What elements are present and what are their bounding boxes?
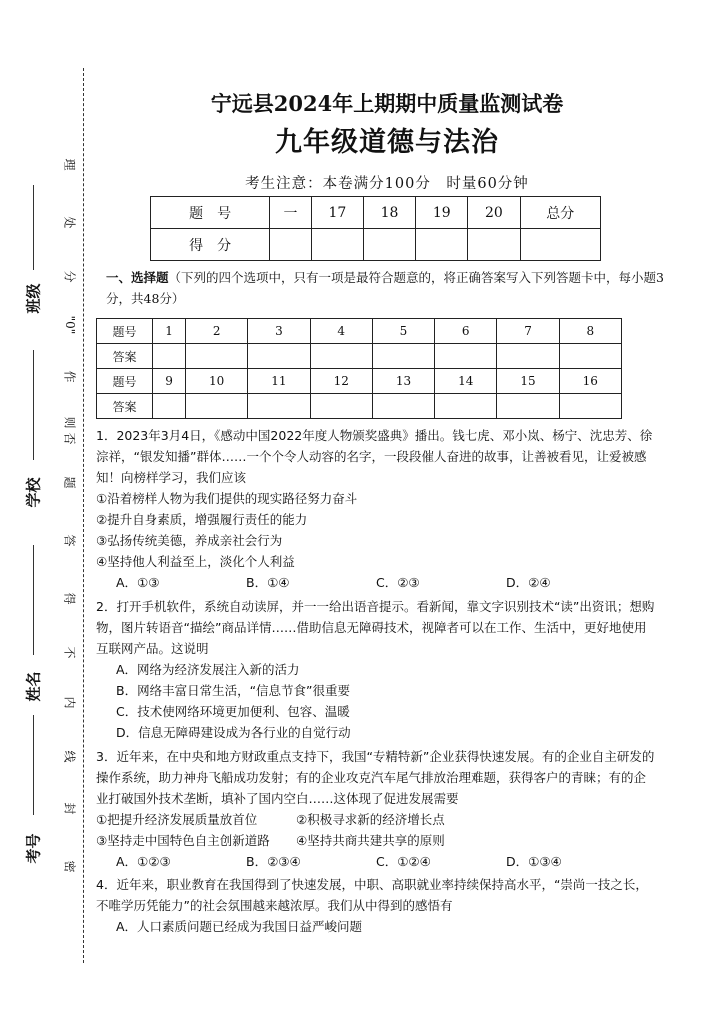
question-1 [96, 425, 656, 593]
question-number: 8 [559, 319, 621, 344]
answer-cell[interactable] [310, 394, 372, 419]
question-number: 7 [497, 319, 559, 344]
answer-table-row [97, 394, 622, 419]
seal-char: 分 [62, 270, 77, 283]
answer-head: 答案 [97, 344, 153, 369]
answer-cell[interactable] [186, 344, 248, 369]
answer-cell[interactable] [153, 394, 186, 419]
seal-char: 线 [62, 750, 77, 763]
answer-cell[interactable] [153, 344, 186, 369]
question-4 [96, 874, 656, 937]
score-input-cell[interactable] [311, 229, 363, 261]
seal-char: 不 [62, 646, 77, 659]
score-cell: 17 [311, 197, 363, 229]
score-input-cell[interactable] [270, 229, 312, 261]
school-field-line[interactable] [33, 350, 34, 460]
answer-options [96, 572, 656, 593]
option-b[interactable]: B．①④ [246, 575, 290, 590]
option-a[interactable]: A．①②③ [116, 854, 171, 869]
question-stem: 1．2023年3月4日，《感动中国2022年度人物颁奖盛典》播出。钱七虎、邓小岚、杨宁、沈忠芳、徐淙祥，“银发知播”群体……一个个令人动容的名字，一段段催人奋进的故事，让善被看见，让爱被感知！向榜样学习，我们应该 [96, 428, 653, 485]
answer-cell[interactable] [559, 394, 621, 419]
question-number: 3 [248, 319, 310, 344]
exam-number-field-line[interactable] [33, 715, 34, 815]
exam-notice: 考生注意：本卷满分100分 时量60分钟 [245, 176, 529, 192]
question-number: 13 [372, 369, 434, 394]
option-b[interactable]: B．②③④ [246, 854, 301, 869]
question-number: 9 [153, 369, 186, 394]
statement-items [96, 830, 656, 851]
option-d[interactable]: D．②④ [506, 575, 551, 590]
section-title: 一、选择题 [106, 270, 169, 285]
seal-char: 否 [62, 432, 77, 445]
option-b[interactable]: B．网络丰富日常生活，“信息节食”很重要 [116, 683, 351, 698]
seal-char: 理 [62, 158, 77, 171]
score-cell: 18 [363, 197, 415, 229]
score-table-row [151, 197, 601, 229]
section-1-header [106, 267, 671, 309]
school-label: 学校 [24, 477, 43, 508]
seal-char: 作 [62, 370, 77, 383]
option-d[interactable]: D．①③④ [506, 854, 562, 869]
question-2 [96, 596, 656, 743]
score-input-cell[interactable] [363, 229, 415, 261]
seal-char: 封 [62, 802, 77, 815]
seal-char: 则 [62, 416, 77, 429]
option-a[interactable]: A．人口素质问题已经成为我国日益严峻问题 [116, 919, 363, 934]
seal-char: 答 [62, 534, 77, 547]
answer-cell[interactable] [497, 344, 559, 369]
exam-subject: 九年级道德与法治 [275, 127, 499, 158]
score-cell: 一 [270, 197, 312, 229]
answer-cell[interactable] [248, 394, 310, 419]
statement-item: ③弘扬传统美德，养成亲社会行为 [96, 533, 283, 548]
question-number: 5 [372, 319, 434, 344]
question-number: 1 [153, 319, 186, 344]
score-cell: 得 分 [151, 229, 270, 261]
question-number: 12 [310, 369, 372, 394]
seal-char: 得 [62, 592, 77, 605]
score-cell: 总分 [520, 197, 600, 229]
question-number: 14 [435, 369, 497, 394]
exam-title: 宁远县2024年上期期中质量监测试卷 [210, 91, 564, 116]
option-a[interactable]: A．网络为经济发展注入新的活力 [116, 662, 300, 677]
answer-table [96, 318, 622, 419]
score-cell: 20 [468, 197, 520, 229]
answer-cell[interactable] [186, 394, 248, 419]
statement-item: ①沿着榜样人物为我们提供的现实路径努力奋斗 [96, 491, 358, 506]
answer-cell[interactable] [372, 344, 434, 369]
question-stem: 3．近年来，在中央和地方财政重点支持下，我国“专精特新”企业获得快速发展。有的企业自主研发的操作系统，助力神舟飞船成功发射；有的企业攻克汽车尾气排放治理难题，获得客户的青睐；有的企业打破国外技术垄断，填补了国内空白……这体现了促进发展需要 [96, 749, 655, 806]
section-instructions: （下列的四个选项中，只有一项是最符合题意的，将正确答案写入下列答题卡中，每小题3分，共48分） [106, 270, 664, 306]
answer-table-row [97, 344, 622, 369]
score-input-cell[interactable] [520, 229, 600, 261]
name-label: 姓名 [24, 671, 43, 702]
exam-number-label: 考号 [24, 833, 43, 864]
answer-cell[interactable] [372, 394, 434, 419]
score-cell: 题 号 [151, 197, 270, 229]
answer-cell[interactable] [559, 344, 621, 369]
score-input-cell[interactable] [468, 229, 520, 261]
question-number: 4 [310, 319, 372, 344]
seal-char: 题 [62, 476, 77, 489]
option-c[interactable]: C．②③ [376, 575, 420, 590]
answer-cell[interactable] [435, 394, 497, 419]
score-cell: 19 [416, 197, 468, 229]
statement-item: ②提升自身素质，增强履行责任的能力 [96, 512, 308, 527]
binding-margin [0, 0, 100, 1021]
statement-item: ④坚持他人利益至上，淡化个人利益 [96, 554, 295, 569]
name-field-line[interactable] [33, 545, 34, 655]
statement-items [96, 809, 656, 830]
answer-cell[interactable] [497, 394, 559, 419]
question-number: 11 [248, 369, 310, 394]
answer-head: 答案 [97, 394, 153, 419]
question-number: 6 [435, 319, 497, 344]
question-3 [96, 746, 656, 872]
seal-char: 处 [62, 216, 77, 229]
statement-item: ④坚持共商共建共享的原则 [296, 833, 445, 848]
statement-item: ①把提升经济发展质量放首位 [96, 812, 258, 827]
question-number: 16 [559, 369, 621, 394]
question-stem: 4．近年来，职业教育在我国得到了快速发展，中职、高职就业率持续保持高水平，“崇尚一技之长，不唯学历凭能力”的社会氛围越来越浓厚。我们从中得到的感悟有 [96, 877, 648, 913]
answer-cell[interactable] [435, 344, 497, 369]
question-number: 15 [497, 369, 559, 394]
statement-item: ②积极寻求新的经济增长点 [296, 812, 445, 827]
option-a[interactable]: A．①③ [116, 575, 160, 590]
option-c[interactable]: C．技术使网络环境更加便利、包容、温暖 [116, 704, 350, 719]
answer-table-row [97, 369, 622, 394]
option-c[interactable]: C．①②④ [376, 854, 431, 869]
question-number: 2 [186, 319, 248, 344]
seal-char: 密 [62, 860, 77, 873]
answer-options [96, 851, 656, 872]
answer-head: 题号 [97, 369, 153, 394]
seal-char: "0" [63, 315, 77, 335]
seal-char: 内 [62, 696, 77, 709]
binding-dashed-line [83, 68, 84, 963]
option-d[interactable]: D．信息无障碍建设成为各行业的自觉行动 [116, 725, 351, 740]
statement-item: ③坚持走中国特色自主创新道路 [96, 833, 270, 848]
answer-head: 题号 [97, 319, 153, 344]
answer-table-row [97, 319, 622, 344]
answer-cell[interactable] [248, 344, 310, 369]
answer-cell[interactable] [310, 344, 372, 369]
question-number: 10 [186, 369, 248, 394]
score-table-row [151, 229, 601, 261]
class-label: 班级 [24, 283, 43, 314]
class-field-line[interactable] [33, 185, 34, 270]
score-table [150, 196, 601, 261]
score-input-cell[interactable] [416, 229, 468, 261]
question-stem: 2．打开手机软件，系统自动读屏，并一一给出语音提示。看新闻，靠文字识别技术“读”出资讯；想购物，图片转语音“描绘”商品详情……借助信息无障碍技术，视障者可以在工作、生活中，更好地使用互联网产品。这说明 [96, 599, 655, 656]
